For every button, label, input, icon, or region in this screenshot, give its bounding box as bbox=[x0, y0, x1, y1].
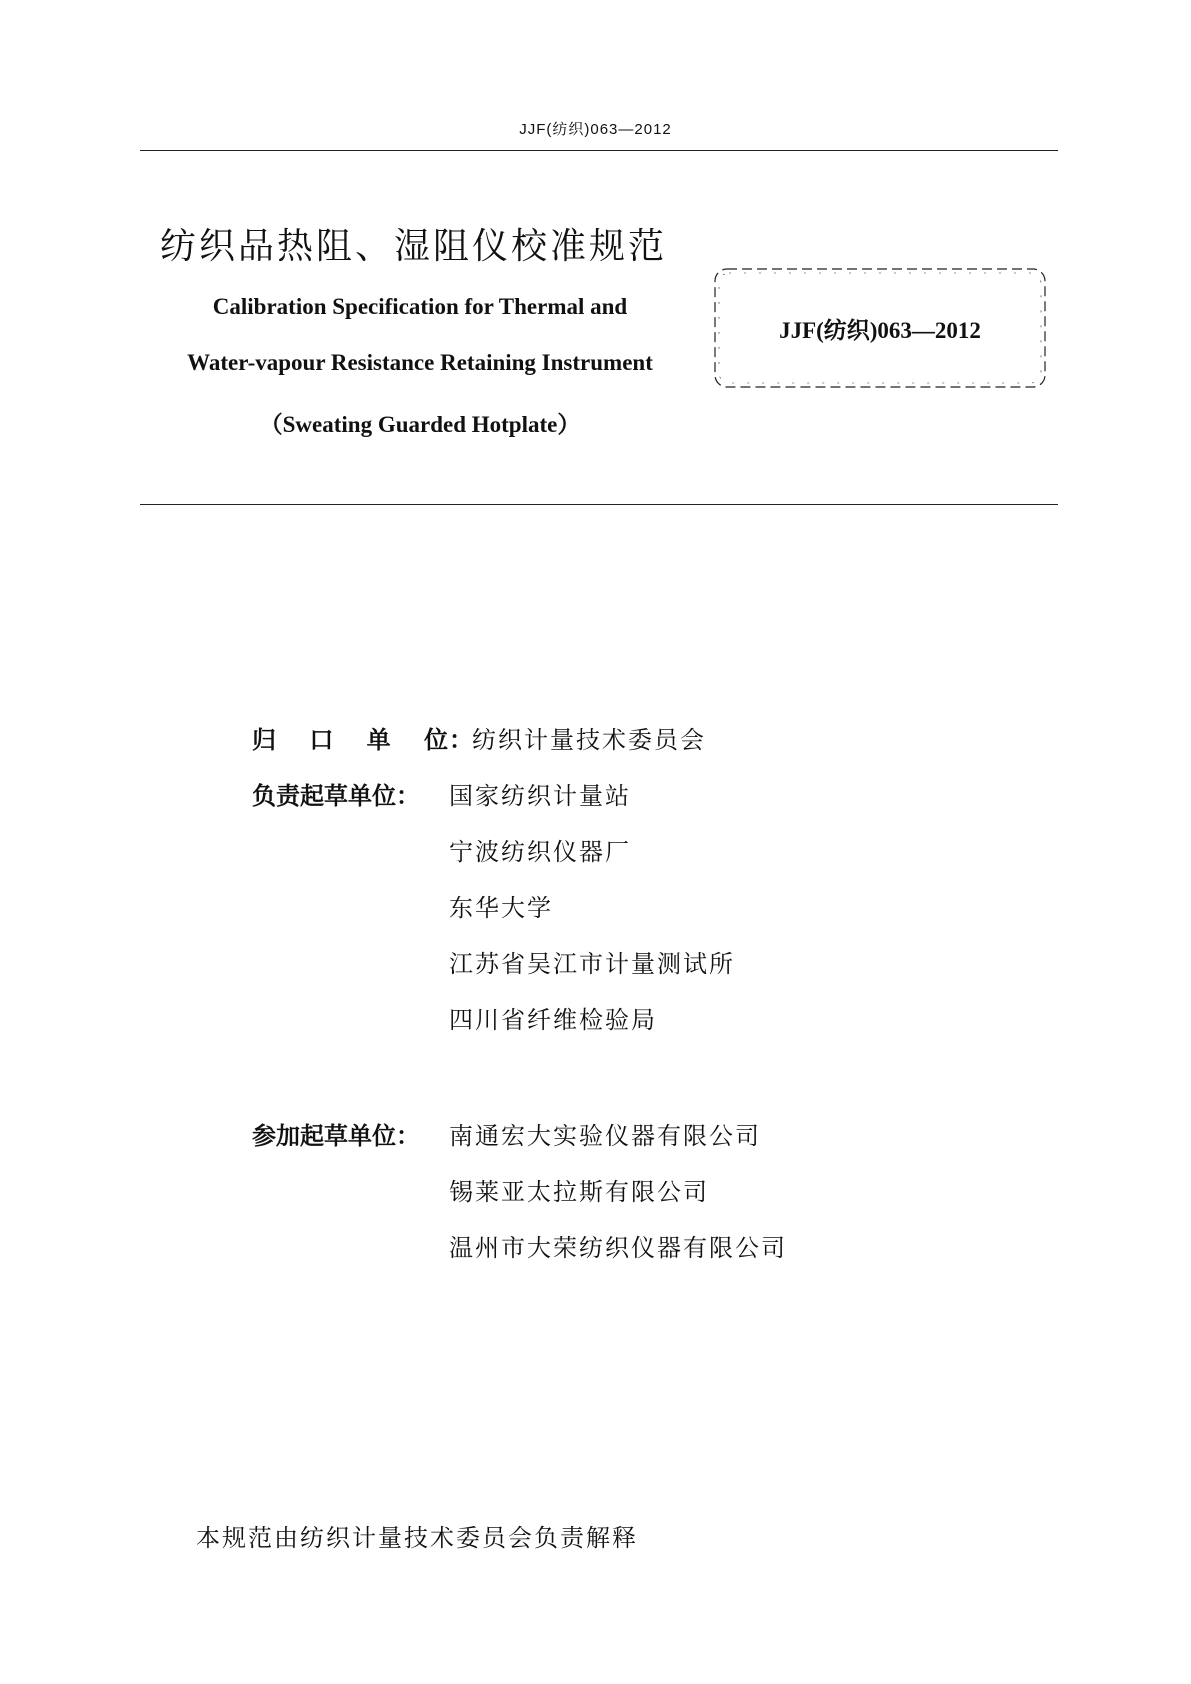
main-drafting-unit: 国家纺织计量站 bbox=[449, 782, 631, 810]
participating-drafting-label: 参加起草单位： bbox=[252, 1122, 420, 1150]
label-char: 单 bbox=[366, 726, 391, 754]
main-drafting-unit: 东华大学 bbox=[449, 894, 553, 922]
standard-code-box bbox=[710, 264, 1050, 392]
standard-code: JJF(纺织)063—2012 bbox=[779, 317, 981, 343]
main-drafting-unit: 江苏省吴江市计量测试所 bbox=[449, 950, 735, 978]
participating-drafting-unit: 南通宏大实验仪器有限公司 bbox=[449, 1122, 761, 1150]
title-english-line-3: （Sweating Guarded Hotplate） bbox=[259, 412, 581, 437]
main-drafting-label: 负责起草单位： bbox=[252, 782, 420, 810]
label-char: 口 bbox=[309, 726, 334, 754]
responsible-unit-label bbox=[252, 720, 448, 755]
responsible-unit-colon: ： bbox=[449, 726, 473, 754]
participating-drafting-unit: 温州市大荣纺织仪器有限公司 bbox=[449, 1234, 787, 1262]
header-rule bbox=[140, 150, 1058, 151]
label-char: 位 bbox=[423, 726, 448, 754]
interpretation-note: 本规范由纺织计量技术委员会负责解释 bbox=[196, 1524, 638, 1552]
title-chinese: 纺织品热阻、湿阻仪校准规范 bbox=[160, 226, 668, 267]
main-drafting-unit: 宁波纺织仪器厂 bbox=[449, 838, 631, 866]
title-english-line-1: Calibration Specification for Thermal and bbox=[212, 294, 628, 319]
title-rule bbox=[140, 504, 1058, 505]
running-header-code: JJF(纺织)063—2012 bbox=[519, 121, 672, 138]
responsible-unit-value: 纺织计量技术委员会 bbox=[472, 726, 706, 754]
title-english-line-2: Water-vapour Resistance Retaining Instrument bbox=[187, 350, 653, 375]
participating-drafting-unit: 锡莱亚太拉斯有限公司 bbox=[449, 1178, 709, 1206]
main-drafting-unit: 四川省纤维检验局 bbox=[449, 1006, 657, 1034]
label-char: 归 bbox=[252, 726, 276, 754]
